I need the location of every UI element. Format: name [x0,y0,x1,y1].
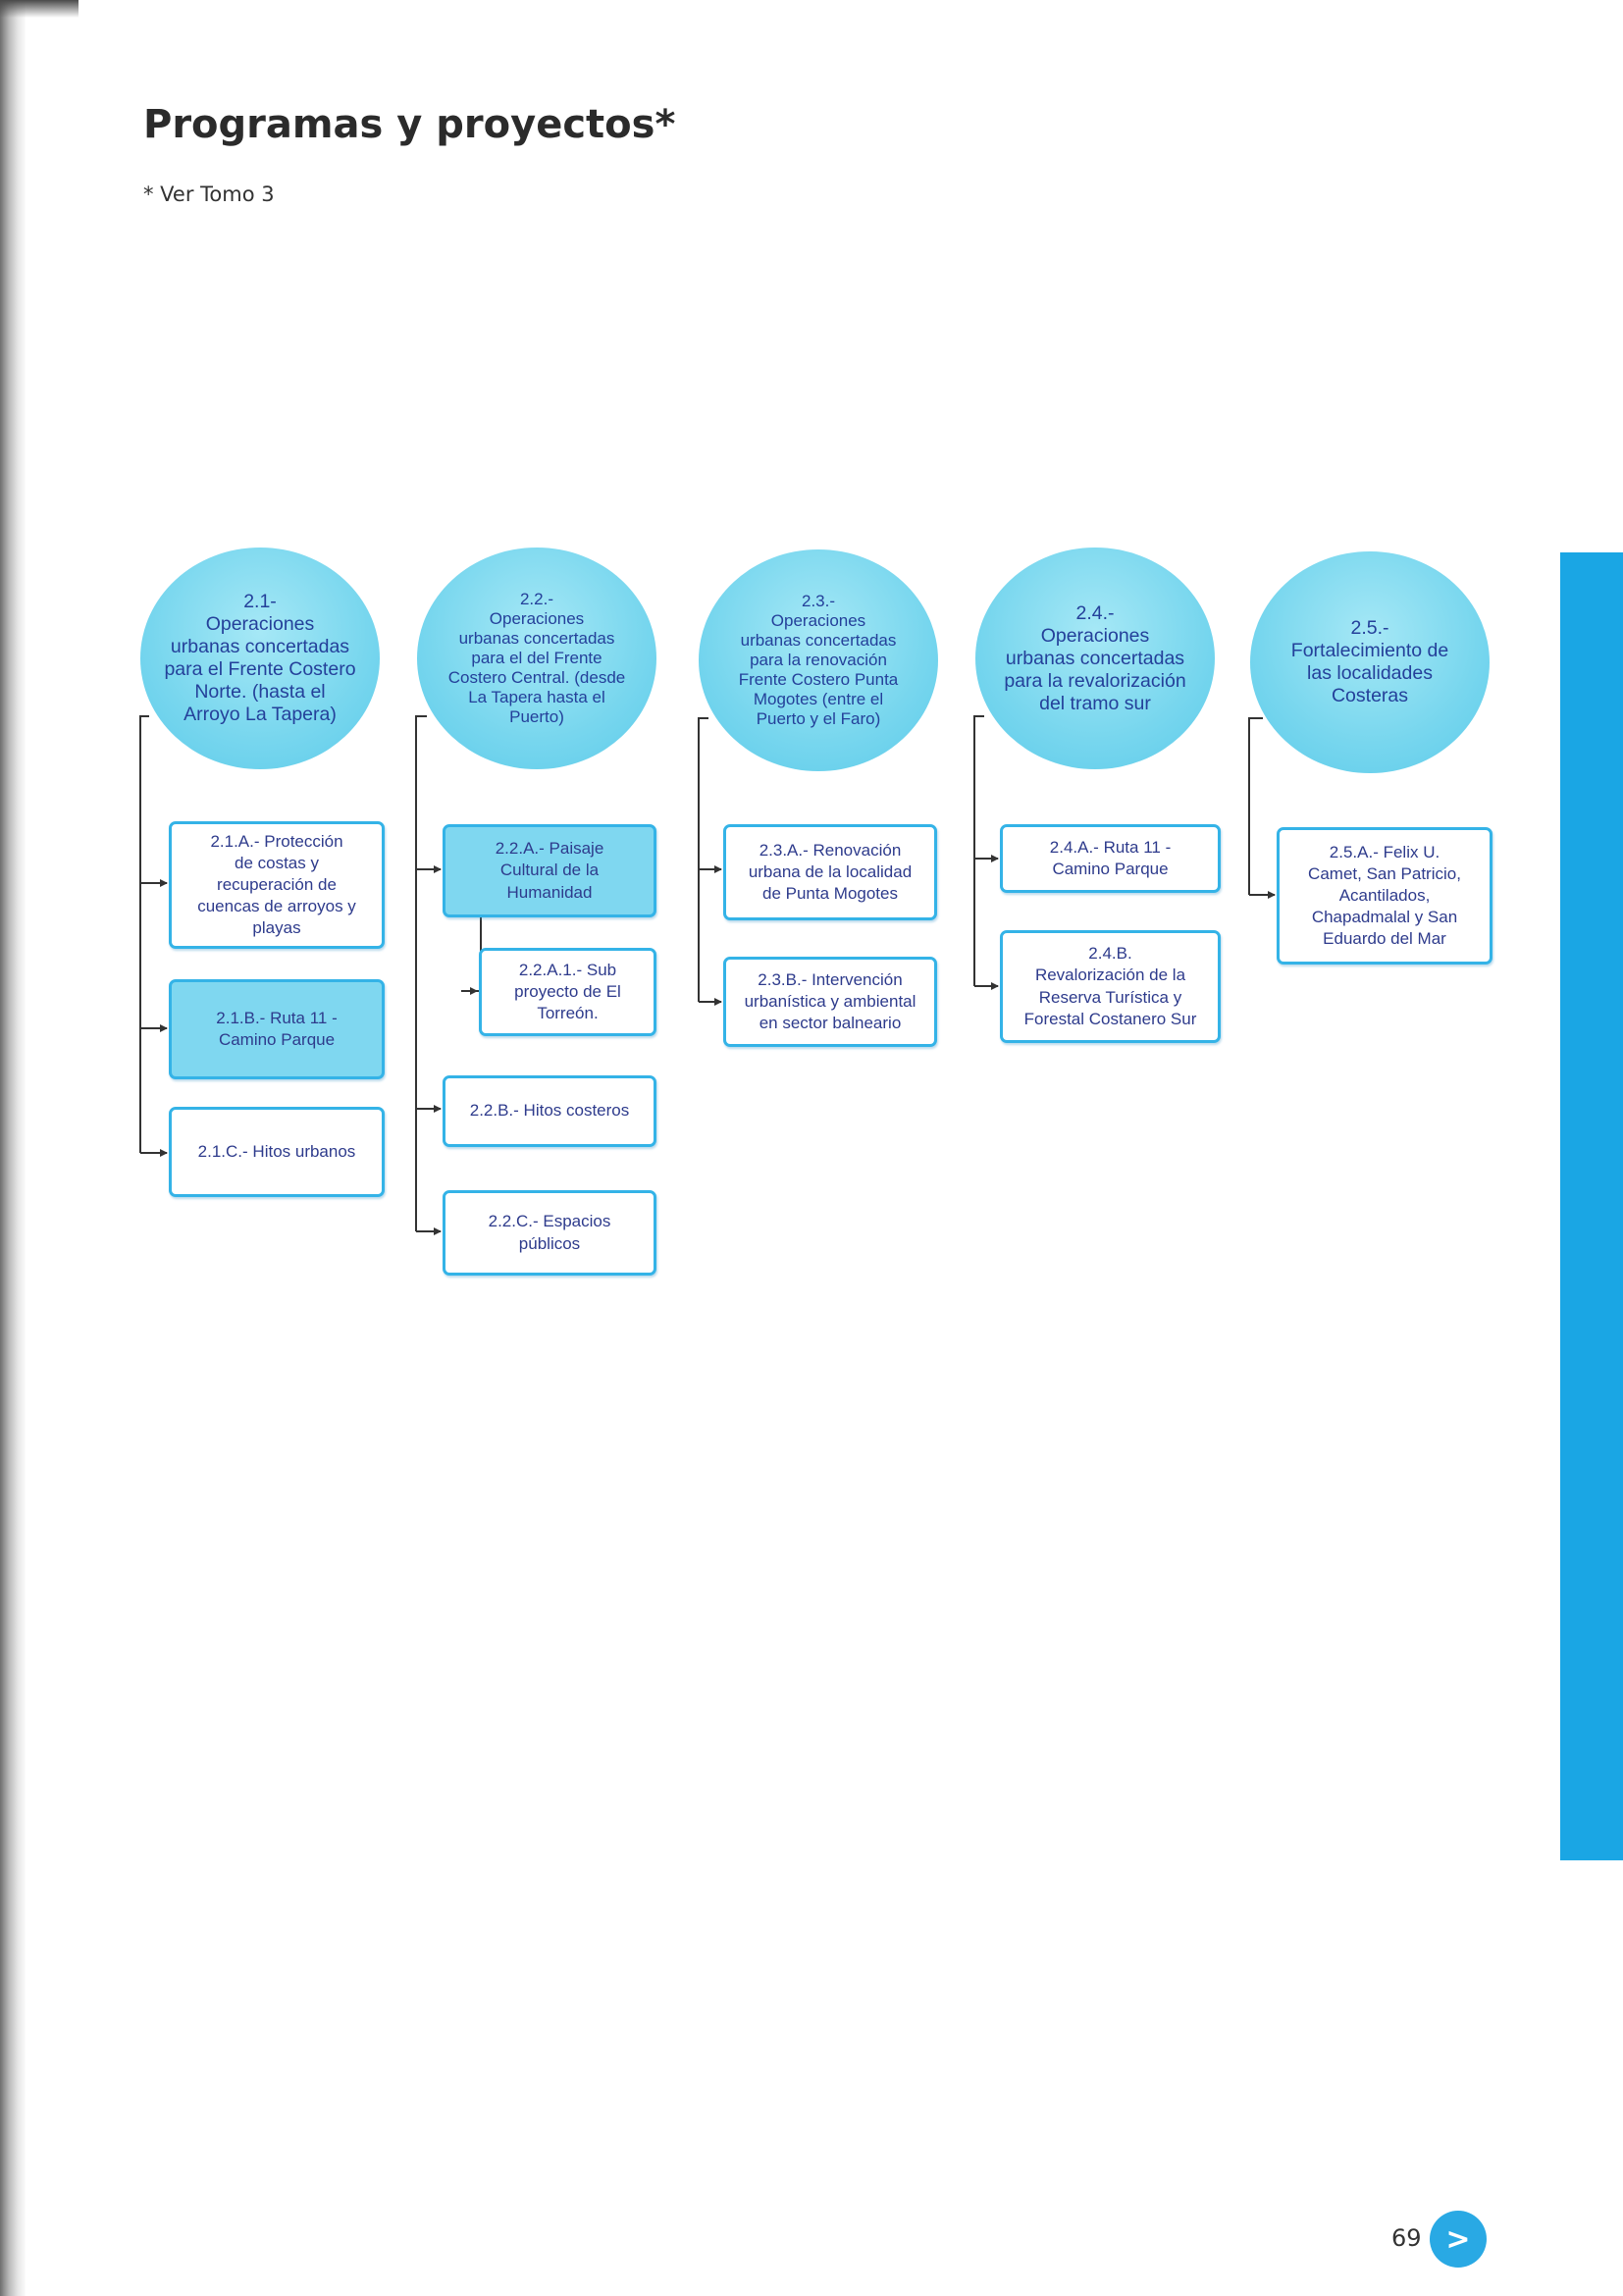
project-2-2-b-label: 2.2.B.- Hitos costeros [469,1101,630,1121]
program-2-5-label: 2.5.- Fortalecimiento de las localidades Costeras [1290,617,1449,706]
project-2-5-a-label: 2.5.A.- Felix U. Camet, San Patricio, Acantilados, Chapadmalal y San Eduardo del Mar [1308,842,1461,949]
program-2-4-circle [975,548,1215,769]
next-page-button[interactable] [1430,2211,1487,2268]
project-2-2-b [443,1075,656,1147]
program-2-3-circle [699,549,938,771]
book-binding-shadow [0,0,26,2296]
project-2-1-b-label: 2.1.B.- Ruta 11 - Camino Parque [216,1008,338,1049]
program-2-2-label: 2.2.- Operaciones urbanas concertadas para el del Frente Costero Central. (desde La Tapera hasta el Puerto) [447,589,626,727]
program-2-2-circle [417,548,656,769]
page-title: Programas y proyectos* [143,102,676,147]
program-2-3-label: 2.3.- Operaciones urbanas concertadas para la renovación Frente Costero Punta Mogotes (entre el Puerto y el Faro) [738,591,899,729]
project-2-2-c-label: 2.2.C.- Espacios públicos [488,1212,611,1253]
connector-2-1 [140,716,149,1153]
side-accent-tab [1560,552,1623,1860]
program-2-1-circle [140,548,380,769]
chevron-right-icon: > [1445,2221,1471,2257]
scan-corner-shadow [0,0,79,18]
project-2-1-c [169,1107,385,1197]
program-2-5-circle [1250,551,1490,773]
project-2-2-a [443,824,656,917]
connector-2-3 [699,718,708,1002]
project-2-2-a-label: 2.2.A.- Paisaje Cultural de la Humanidad [495,839,604,902]
project-2-4-a-label: 2.4.A.- Ruta 11 - Camino Parque [1049,837,1172,878]
project-2-2-a1-label: 2.2.A.1.- Sub proyecto de El Torreón. [514,960,621,1023]
project-2-1-b [169,979,385,1079]
project-2-4-b [1000,930,1221,1043]
connector-2-2 [416,716,427,1231]
connector-2-5 [1249,718,1263,895]
project-2-1-a [169,821,385,949]
project-2-3-b [723,957,937,1047]
program-2-4-label: 2.4.- Operaciones urbanas concertadas para la revalorización del tramo sur [1004,601,1186,714]
project-2-3-b-label: 2.3.B.- Intervención urbanística y ambiental en sector balneario [744,969,916,1033]
program-2-1-label: 2.1- Operaciones urbanas concertadas para el Frente Costero Norte. (hasta el Arroyo La Tapera) [164,591,356,725]
project-2-1-c-label: 2.1.C.- Hitos urbanos [197,1141,356,1161]
project-2-3-a-label: 2.3.A.- Renovación urbana de la localidad de Punta Mogotes [748,840,913,904]
project-2-4-a [1000,824,1221,893]
project-2-3-a [723,824,937,920]
page-number: 69 [1391,2224,1422,2252]
project-2-5-a [1277,827,1492,965]
connector-2-4 [974,716,984,986]
project-2-4-b-label: 2.4.B. Revalorización de la Reserva Turística y Forestal Costanero Sur [1023,944,1197,1028]
project-2-2-c [443,1190,656,1276]
project-2-2-a1 [479,948,656,1036]
page-note: * Ver Tomo 3 [143,183,275,206]
project-2-1-a-label: 2.1.A.- Protección de costas y recuperación de cuencas de arroyos y playas [197,831,356,938]
